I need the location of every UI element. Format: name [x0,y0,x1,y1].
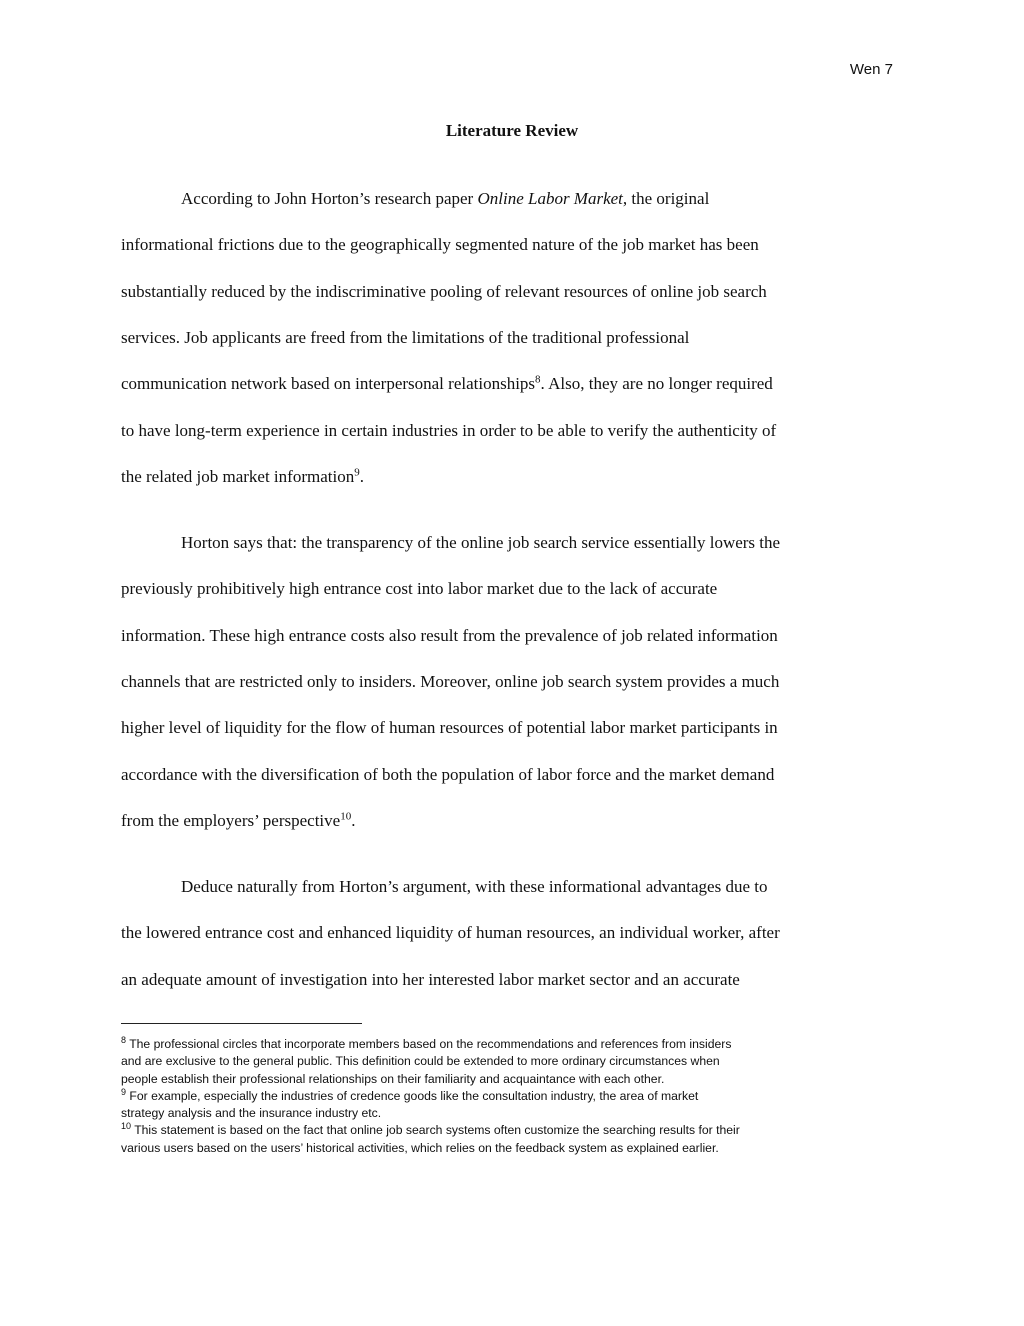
footnote-10 [121,1122,911,1157]
body-line: communication network based on interpersonal relationships$^8$. Also, they are no longer required [121,373,773,394]
footnote-ref: 10 [340,810,352,823]
footnote-number: 10 [121,1121,132,1132]
body-line: from the employers’ perspective$^{10}$. [121,810,356,830]
footnote-number: 9 [121,1086,127,1097]
body-line: previously prohibitively high entrance cost into labor market due to the lack of accurate [121,579,718,599]
italic-title: Online Labor Market [477,189,623,208]
footnote-number: 8 [121,1034,127,1045]
body-line: channels that are restricted only to insiders. Moreover, online job search system provides a much [121,671,780,691]
footnote-line: people establish their professional relationships on their familiarity and acquaintance with each other. [121,1071,665,1086]
footnote-line: and are exclusive to the general public. This definition could be extended to more ordinary circumstances when [121,1054,720,1069]
body-line: accordance with the diversification of both the population of labor force and the market demand [121,764,775,784]
body-line: information. These high entrance costs also result from the prevalence of job related information [121,625,778,645]
section-title: Literature Review [445,121,579,140]
body-line: According to John Horton’s research paper Online Labor Market, the original [181,189,710,208]
footnote-ref: 9 [354,466,360,479]
body-line: the lowered entrance cost and enhanced liquidity of human resources, an individual worker, after [121,923,780,943]
footnote-line: strategy analysis and the insurance industry etc. [121,1106,382,1121]
body-line: the related job market information$^9$. [121,466,364,486]
body-line: to have long-term experience in certain industries in order to be able to verify the authenticity of [121,420,777,440]
body-line: services. Job applicants are freed from the limitations of the traditional professional [121,327,690,347]
footnote-8 [121,1036,911,1088]
body-line: an adequate amount of investigation into her interested labor market sector and an accurate [121,969,740,989]
body-line: higher level of liquidity for the flow of human resources of potential labor market participants in [121,718,778,738]
body-line: informational frictions due to the geographically segmented nature of the job market has been [121,235,759,255]
body-line: substantially reduced by the indiscriminative pooling of relevant resources of online job search [121,281,767,301]
body-line: Deduce naturally from Horton’s argument, with these informational advantages due to [181,877,768,896]
footnotes [121,1036,911,1157]
footnote-line: $^{10}$ This statement is based on the fact that online job search systems often customize the searching results for their [121,1121,740,1138]
footnote-9 [121,1088,911,1123]
running-header: Wen 7 [849,61,893,78]
footnote-ref: 8 [535,373,541,386]
footnote-line: $^9$ For example, especially the industries of credence goods like the consultation industry, the area of market [121,1086,699,1103]
footnote-line: various users based on the users’ historical activities, which relies on the feedback system as explained earlier. [121,1140,719,1155]
footnote-line: $^8$ The professional circles that incorporate members based on the recommendations and references from insiders [121,1034,732,1051]
footnote-separator [121,1023,362,1024]
body-line: Horton says that: the transparency of the online job search service essentially lowers the [181,533,781,552]
